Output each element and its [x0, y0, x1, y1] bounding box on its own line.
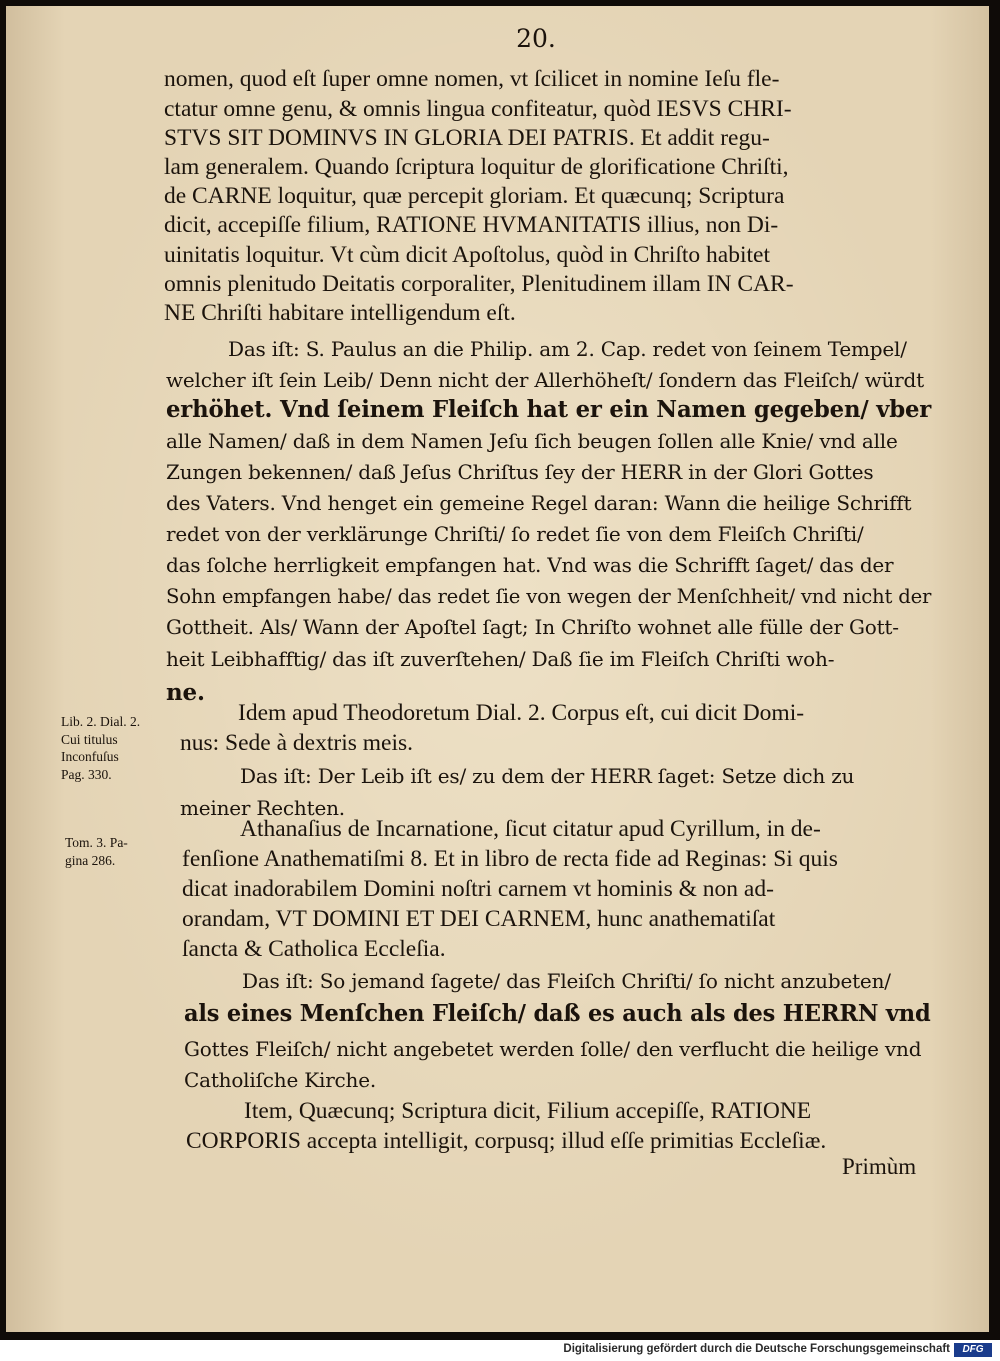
text-line: orandam, VT DOMINI ET DEI CARNEM, hunc anathematiſat: [182, 906, 776, 932]
text-line: Athanaſius de Incarnatione, ſicut citatur apud Cyrillum, in de-: [240, 816, 821, 842]
text-line: dicat inadorabilem Domini noſtri carnem vt hominis & non ad-: [182, 876, 774, 902]
text-line: nomen, quod eſt ſuper omne nomen, vt ſcilicet in nomine Ieſu fle-: [164, 66, 780, 92]
footer-credit: Digitalisierung gefördert durch die Deutsche Forschungsgemeinschaft: [563, 1343, 950, 1355]
book-page: [6, 6, 989, 1332]
text-line: meiner Rechten.: [180, 796, 345, 820]
margin-note: Lib. 2. Dial. 2. Cui titulus Inconfuſus Pag. 330.: [61, 714, 141, 782]
text-line: nus: Sede à dextris meis.: [180, 730, 414, 756]
text-line: redet von der verklärunge Chriſti/ ſo redet ſie von dem Fleiſch Chriſti/: [166, 522, 864, 546]
text-line: STVS SIT DOMINVS IN GLORIA DEI PATRIS. Et addit regu-: [164, 125, 770, 151]
text-line: Gottes Fleiſch/ nicht angebetet werden ſolle/ den verflucht die heilige vnd: [184, 1037, 922, 1061]
text-line: als eines Menſchen Fleiſch/ daß es auch als des HERRN vnd: [184, 1000, 931, 1027]
text-line: das ſolche herrligkeit empfangen hat. Vnd was die Schrifft ſaget/ das der: [166, 553, 894, 577]
text-line: ne.: [166, 679, 205, 706]
text-line: Idem apud Theodoretum Dial. 2. Corpus eſt, cui dicit Domi-: [238, 700, 805, 726]
text-line: uinitatis loquitur. Vt cùm dicit Apoſtolus, quòd in Chriſto habitet: [164, 242, 770, 268]
text-line: ſancta & Catholica Eccleſia.: [182, 936, 446, 962]
text-line: heit Leibhafftig/ das iſt zuverſtehen/ Daß ſie im Fleiſch Chriſti woh-: [166, 647, 835, 671]
text-line: Das iſt: S. Paulus an die Philip. am 2. Cap. redet von ſeinem Tempel/: [228, 337, 907, 361]
text-line: Sohn empfangen habe/ das redet ſie von wegen der Menſchheit/ vnd nicht der: [166, 584, 932, 608]
text-line: Zungen bekennen/ daß Jeſus Chriſtus ſey der HERR in der Glori Gottes: [166, 460, 874, 484]
dfg-logo: DFG: [954, 1343, 992, 1357]
text-line: alle Namen/ daß in dem Namen Jeſu ſich beugen ſollen alle Knie/ vnd alle: [166, 429, 898, 453]
text-line: des Vaters. Vnd henget ein gemeine Regel daran: Wann die heilige Schrifft: [166, 491, 912, 515]
margin-note: Tom. 3. Pa- gina 286.: [65, 835, 128, 868]
text-line: lam generalem. Quando ſcriptura loquitur de glorificatione Chriſti,: [164, 154, 789, 180]
catchword: Primùm: [842, 1154, 917, 1179]
text-line: CORPORIS accepta intelligit, corpusq; illud eſſe primitias Eccleſiæ.: [186, 1128, 827, 1154]
text-line: ctatur omne genu, & omnis lingua confiteatur, quòd IESVS CHRI-: [164, 96, 792, 122]
text-line: Das iſt: So jemand ſagete/ das Fleiſch Chriſti/ ſo nicht anzubeten/: [242, 969, 891, 993]
page-number: 20.: [516, 24, 556, 53]
text-line: welcher iſt ſein Leib/ Denn nicht der Allerhöheſt/ ſondern das Fleiſch/ würdt: [166, 368, 924, 392]
text-line: Item, Quæcunq; Scriptura dicit, Filium accepiſſe, RATIONE: [244, 1098, 812, 1124]
text-line: Gottheit. Als/ Wann der Apoſtel ſagt; In Chriſto wohnet alle fülle der Gott-: [166, 615, 899, 639]
text-line: fenſione Anathematiſmi 8. Et in libro de recta fide ad Reginas: Si quis: [182, 846, 838, 872]
text-line: NE Chriſti habitare intelligendum eſt.: [164, 300, 516, 326]
text-line: de CARNE loquitur, quæ percepit gloriam. Et quæcunq; Scriptura: [164, 183, 785, 209]
text-line: Catholiſche Kirche.: [184, 1068, 377, 1092]
text-line: dicit, accepiſſe filium, RATIONE HVMANITATIS illius, non Di-: [164, 212, 779, 238]
text-line: erhöhet. Vnd ſeinem Fleiſch hat er ein Namen gegeben/ vber: [166, 396, 932, 423]
text-line: Das iſt: Der Leib iſt es/ zu dem der HERR ſaget: Setze dich zu: [240, 764, 855, 788]
text-line: omnis plenitudo Deitatis corporaliter, Plenitudinem illam IN CAR-: [164, 271, 794, 297]
